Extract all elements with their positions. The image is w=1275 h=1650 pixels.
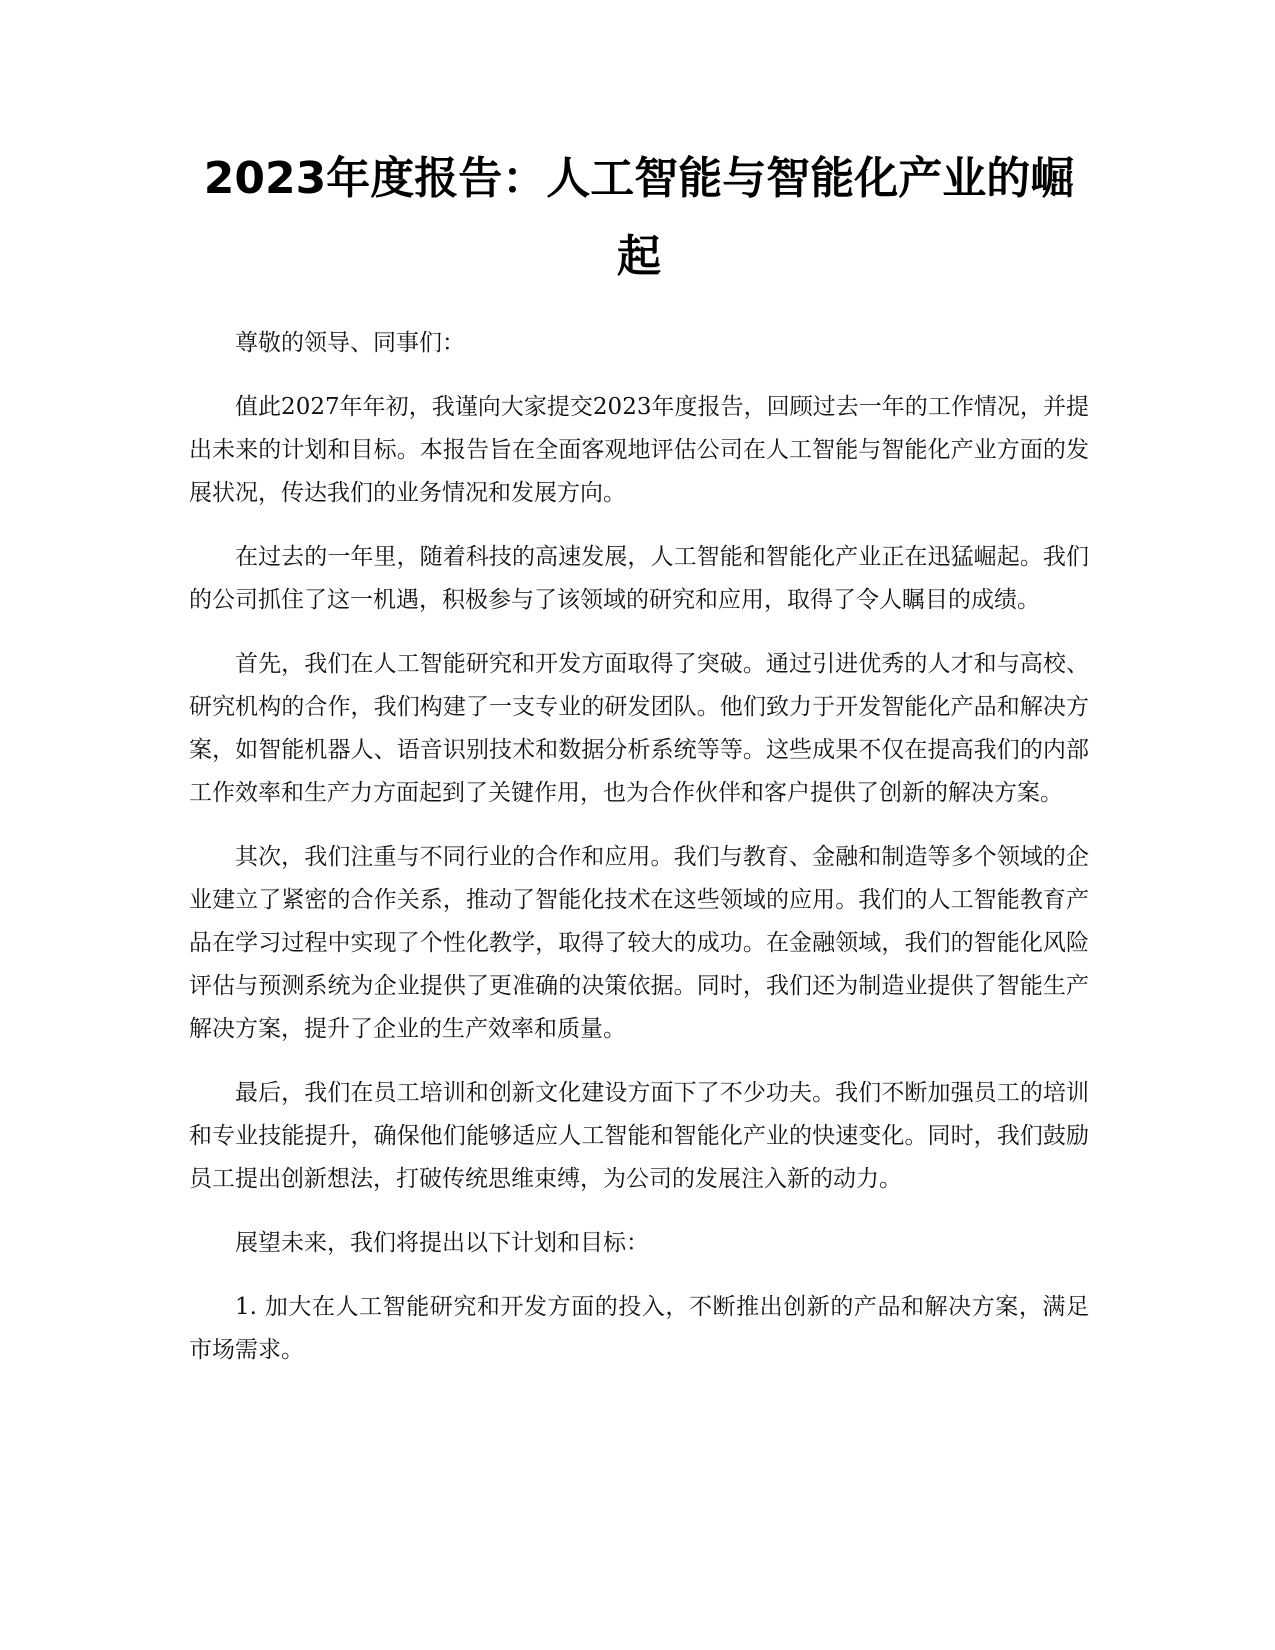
paragraph-plan-item-1: 1. 加大在人工智能研究和开发方面的投入，不断推出创新的产品和解决方案，满足市场需求。 xyxy=(189,1294,1089,1363)
paragraph-background: 在过去的一年里，随着科技的高速发展，人工智能和智能化产业正在迅猛崛起。我们的公司抓住了这一机遇，积极参与了该领域的研究和应用，取得了令人瞩目的成绩。 xyxy=(189,544,1089,613)
paragraph-intro: 值此2027年年初，我谨向大家提交2023年度报告，回顾过去一年的工作情况，并提出未来的计划和目标。本报告旨在全面客观地评估公司在人工智能与智能化产业方面的发展状况，传达我们的业务情况和发展方向。 xyxy=(189,394,1089,506)
paragraph-cooperation: 其次，我们注重与不同行业的合作和应用。我们与教育、金融和制造等多个领域的企业建立了紧密的合作关系，推动了智能化技术在这些领域的应用。我们的人工智能教育产品在学习过程中实现了个性化教学，取得了较大的成功。在金融领域，我们的智能化风险评估与预测系统为企业提供了更准确的决策依据。同时，我们还为制造业提供了智能生产解决方案，提升了企业的生产效率和质量。 xyxy=(189,844,1089,1042)
document-title: 2023年度报告：人工智能与智能化产业的崛起 xyxy=(203,153,1075,282)
paragraph-salutation: 尊敬的领导、同事们： xyxy=(235,330,465,356)
paragraph-training: 最后，我们在员工培训和创新文化建设方面下了不少功夫。我们不断加强员工的培训和专业技能提升，确保他们能够适应人工智能和智能化产业的快速变化。同时，我们鼓励员工提出创新想法，打破传统思维束缚，为公司的发展注入新的动力。 xyxy=(189,1080,1089,1192)
document-body xyxy=(189,140,1089,1393)
paragraph-outlook: 展望未来，我们将提出以下计划和目标： xyxy=(235,1230,649,1256)
paragraph-research: 首先，我们在人工智能研究和开发方面取得了突破。通过引进优秀的人才和与高校、研究机构的合作，我们构建了一支专业的研发团队。他们致力于开发智能化产品和解决方案，如智能机器人、语音识别技术和数据分析系统等等。这些成果不仅在提高我们的内部工作效率和生产力方面起到了关键作用，也为合作伙伴和客户提供了创新的解决方案。 xyxy=(189,651,1089,806)
